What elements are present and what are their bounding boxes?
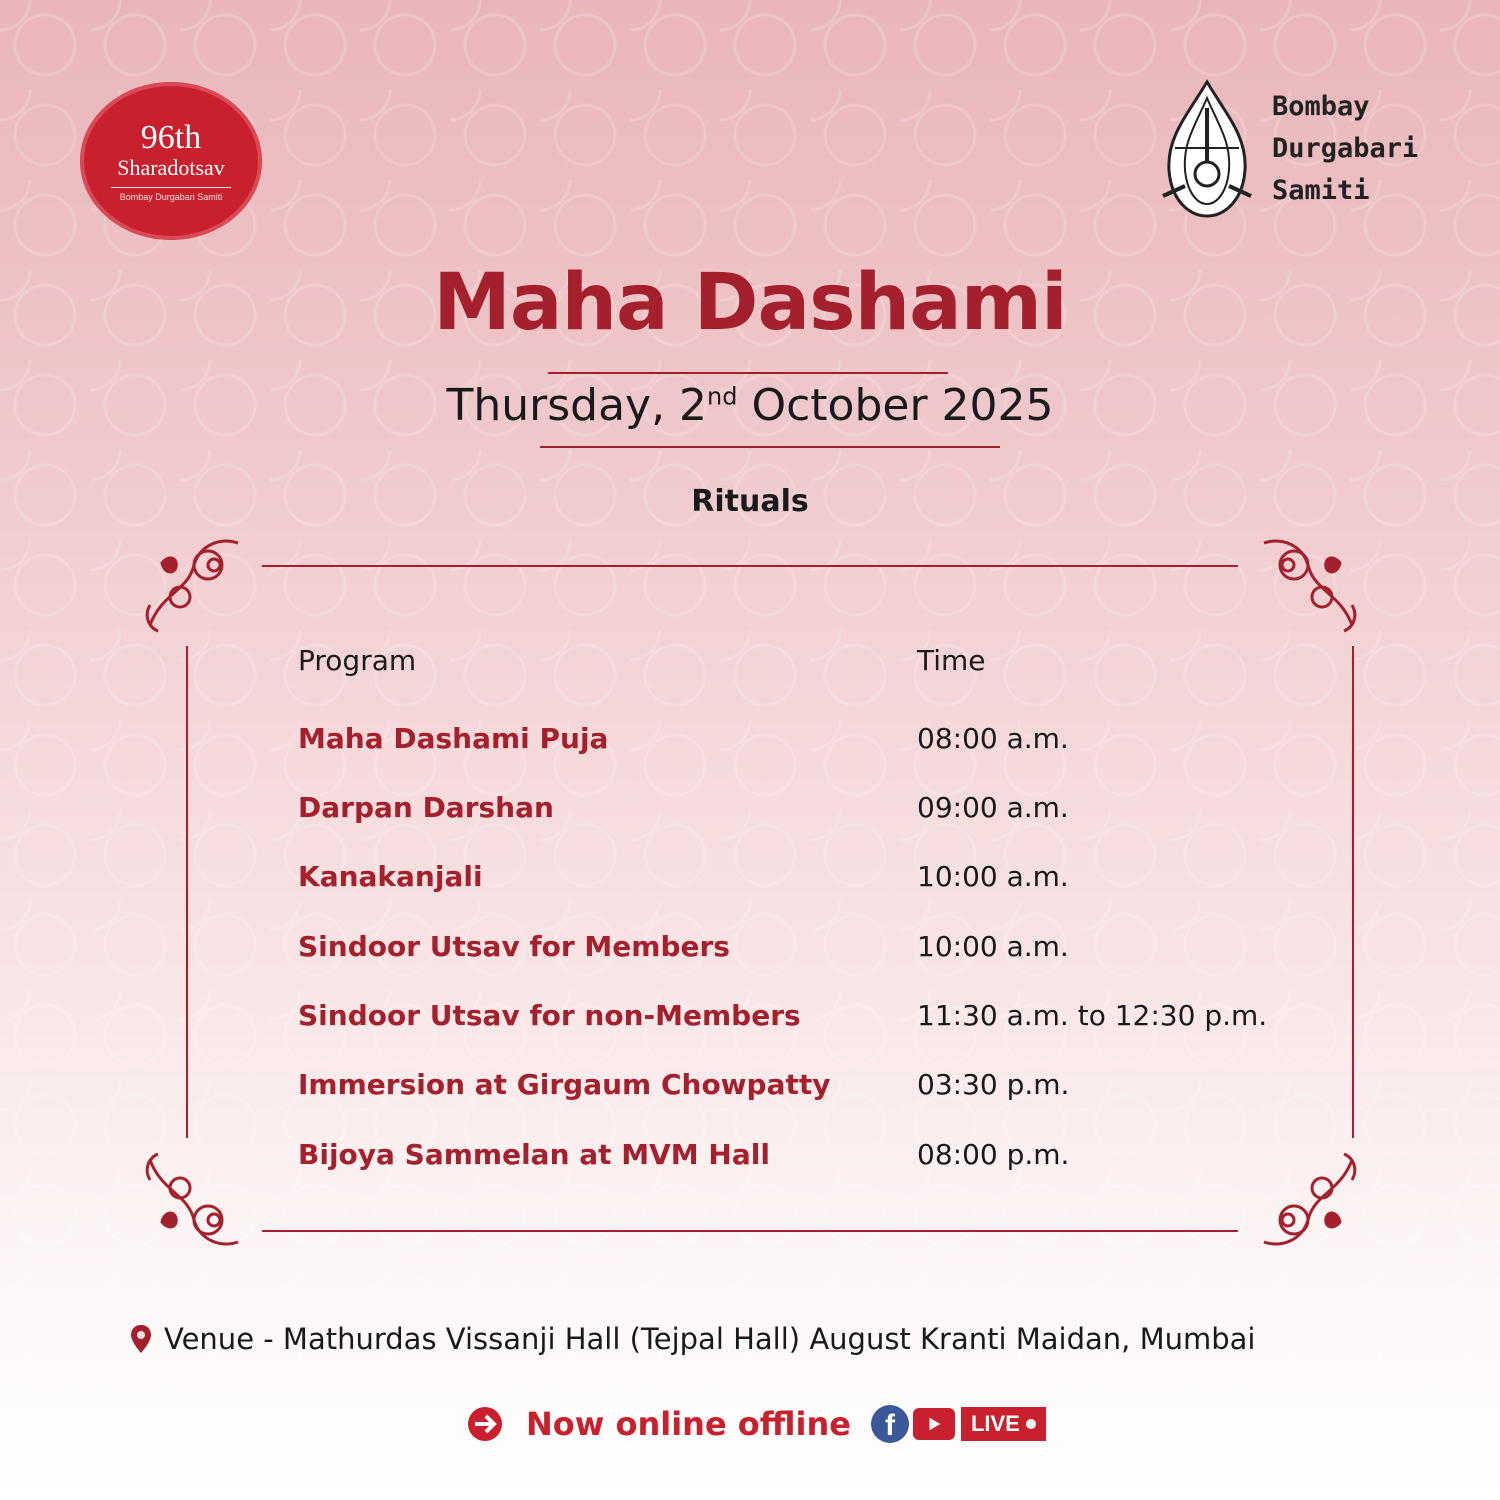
program-time: 08:00 p.m. [917,1138,1070,1171]
arrow-right-circle-icon [466,1405,504,1443]
play-icon [925,1415,943,1433]
program-time: 09:00 a.m. [917,791,1069,824]
program-time: 11:30 a.m. to 12:30 p.m. [917,999,1268,1032]
program-name: Darpan Darshan [298,791,554,824]
stream-banner [466,1405,1046,1443]
youtube-icon[interactable] [913,1408,955,1440]
program-name: Bijoya Sammelan at MVM Hall [298,1138,770,1171]
venue-text: Venue - Mathurdas Vissanji Hall (Tejpal Hall) August Kranti Maidan, Mumbai [164,1322,1256,1356]
live-dot-icon [1026,1419,1036,1429]
org-name-line3: Samiti [1272,175,1370,206]
org-name-line1: Bombay [1272,91,1370,122]
program-name: Maha Dashami Puja [298,722,609,755]
durgabari-emblem-icon [1155,78,1260,220]
badge-line1: 96th [140,118,202,156]
frame-left-line [186,646,188,1138]
badge-line2: Sharadotsav [117,154,225,180]
date-rest: October 2025 [737,380,1054,431]
badge-line3: Bombay Durgabari Samiti [111,187,231,202]
time-column-header: Time [917,644,986,677]
facebook-icon[interactable] [871,1405,909,1443]
program-name: Sindoor Utsav for non-Members [298,999,801,1032]
program-time: 10:00 a.m. [917,860,1069,893]
program-name: Kanakanjali [298,860,483,893]
flourish-top-left-icon [140,535,250,645]
location-pin-icon [130,1324,152,1354]
org-logo [1155,78,1418,220]
program-time: 08:00 a.m. [917,722,1069,755]
frame-bottom-line [262,1230,1238,1232]
org-name-line2: Durgabari [1272,133,1419,164]
live-label: LIVE [970,1411,1020,1436]
anniversary-badge [80,82,262,240]
date-rule-top [548,372,948,374]
date-rule-bottom [540,446,1000,448]
venue-line [130,1322,1256,1356]
live-badge [961,1407,1046,1441]
flourish-top-right-icon [1252,535,1362,645]
stream-text: Now online offline [526,1405,851,1443]
section-heading: Rituals [691,484,809,519]
program-name: Sindoor Utsav for Members [298,930,730,963]
date-weekday: Thursday, 2 [446,380,708,431]
date-suffix: nd [707,382,738,411]
program-column-header: Program [298,644,417,677]
frame-right-line [1352,646,1354,1138]
facebook-letter: f [884,1409,895,1442]
flourish-bottom-right-icon [1252,1140,1362,1250]
flourish-bottom-left-icon [140,1140,250,1250]
program-name: Immersion at Girgaum Chowpatty [298,1068,831,1101]
frame-top-line [262,565,1238,567]
program-time: 10:00 a.m. [917,930,1069,963]
program-time: 03:30 p.m. [917,1068,1070,1101]
event-date [0,380,1500,431]
page-title: Maha Dashami [433,258,1067,348]
